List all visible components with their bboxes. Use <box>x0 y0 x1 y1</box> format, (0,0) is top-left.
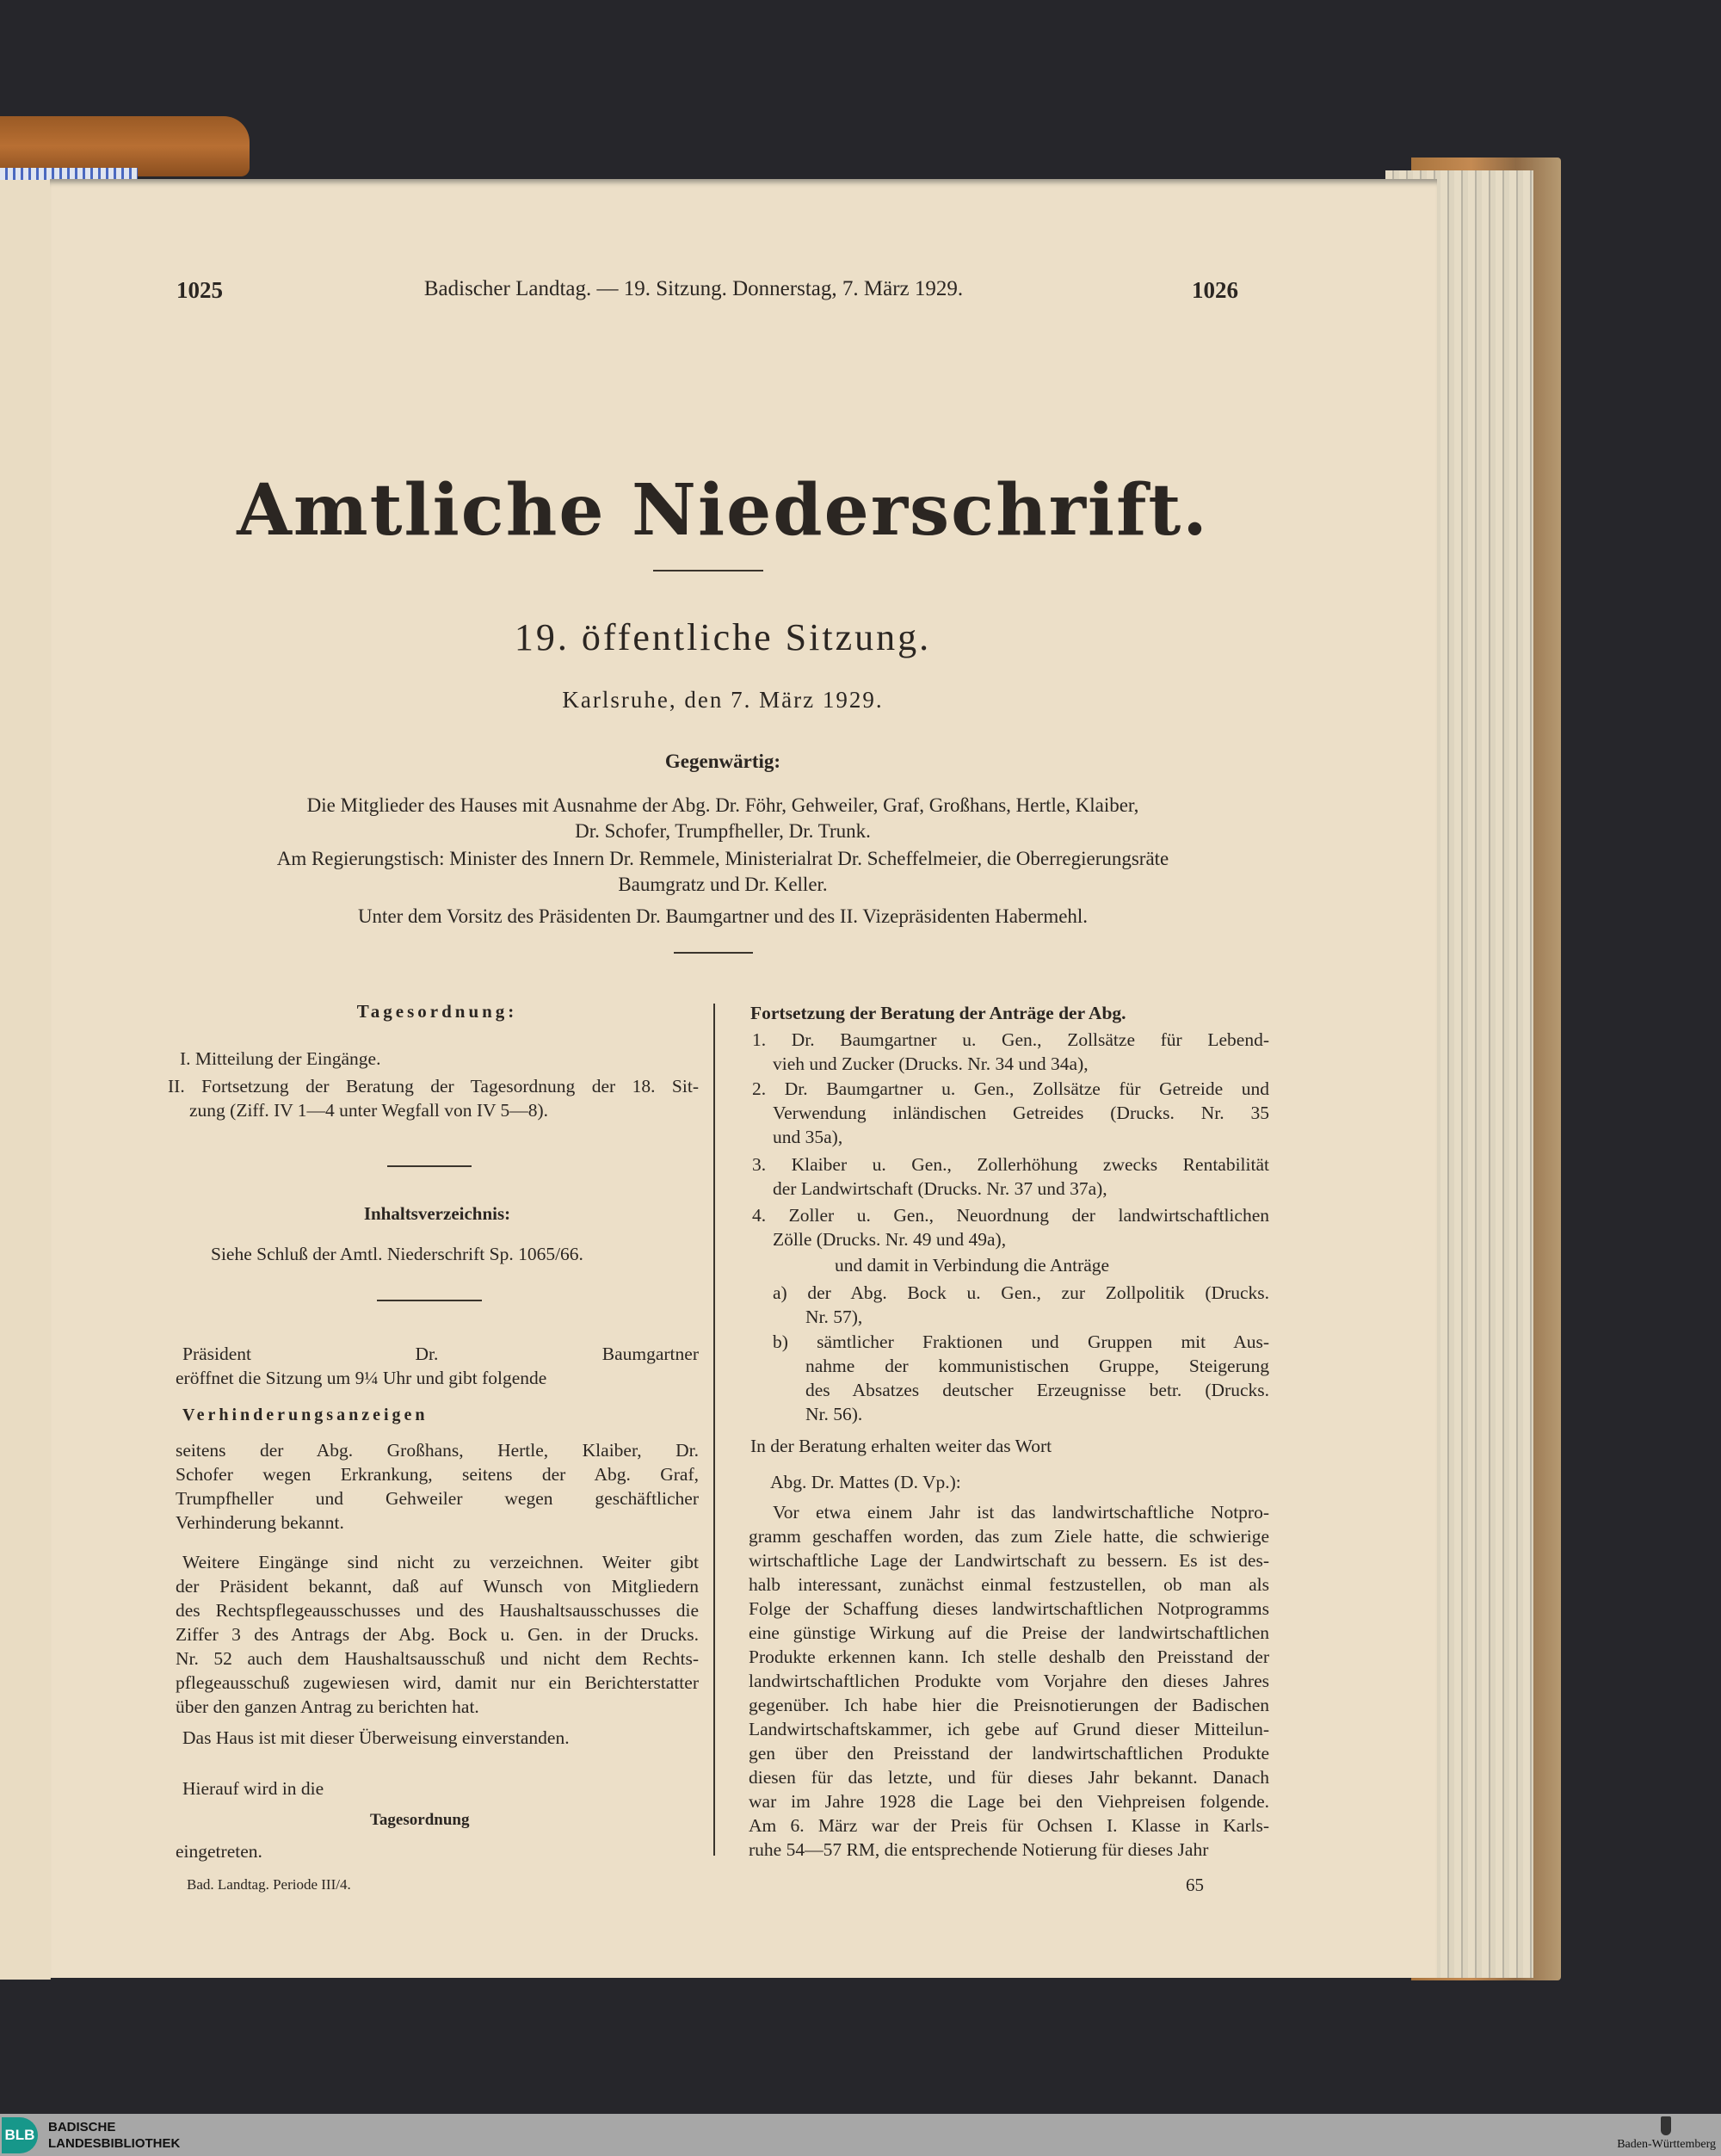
present-heading: Gegenwärtig: <box>664 751 781 772</box>
text-line: 4. Zoller u. Gen., Neuordnung der landwirtschaftlichen <box>752 1205 1269 1226</box>
library-name-line2: LANDESBIBLIOTHEK <box>48 2136 181 2151</box>
text-line: des Absatzes deutscher Erzeugnisse betr. (Drucks. <box>805 1380 1269 1400</box>
text-line: Weitere Eingänge sind nicht zu verzeichnen. Weiter gibt <box>182 1552 699 1572</box>
text-line: Präsident Dr. Baumgartner <box>182 1344 699 1364</box>
blb-logo: BLB <box>2 2117 38 2153</box>
text-line: landwirtschaftlichen Produkte vom Vorjahre den dieses Jahres <box>749 1671 1269 1691</box>
divider-rule <box>387 1165 472 1167</box>
text-line: Ziffer 3 des Antrags der Abg. Bock u. Gen. in der Drucks. <box>176 1624 699 1645</box>
footer-left: Bad. Landtag. Periode III/4. <box>187 1876 351 1893</box>
text-line: halb interessant, zunächst einmal festzustellen, ob man als <box>749 1574 1269 1595</box>
text-line: Nr. 56). <box>805 1404 863 1424</box>
speech-paragraph <box>749 1500 1269 1862</box>
text-line: Nr. 57), <box>805 1307 863 1327</box>
column-divider <box>713 1004 715 1856</box>
absence-paragraph <box>176 1438 699 1535</box>
entered-paragraph <box>176 1839 692 1863</box>
text-line: gegenüber. Ich habe hier die Preisnotierungen der Badischen <box>749 1695 1269 1715</box>
text-line: des Rechtspflegeausschusses und des Haushaltsausschusses die <box>176 1600 699 1621</box>
text-line: Nr. 52 auch dem Haushaltsausschuß und nicht dem Rechts- <box>176 1648 699 1669</box>
text-line: vieh und Zucker (Drucks. Nr. 34 und 34a), <box>773 1053 1089 1074</box>
text-line: Landwirtschaftskammer, ich gebe auf Grund dieser Mitteilun- <box>749 1719 1269 1739</box>
motion-item-1 <box>752 1028 1269 1076</box>
state-label: Baden-Württemberg <box>1617 2138 1716 2151</box>
text-line: Zölle (Drucks. Nr. 49 und 49a), <box>773 1229 1007 1250</box>
text-line: wirtschaftliche Lage der Landwirtschaft zu bessern. Es ist des- <box>749 1550 1269 1571</box>
government-bench-cont: Baumgratz und Dr. Keller. <box>618 874 828 895</box>
text-line: 2. Dr. Baumgartner u. Gen., Zollsätze für Getreide und <box>752 1078 1269 1099</box>
facing-page-edge <box>0 176 51 1980</box>
place-date: Karlsruhe, den 7. März 1929. <box>562 687 884 713</box>
agenda-item-2 <box>168 1074 699 1122</box>
hereupon-paragraph <box>182 1776 699 1801</box>
headband <box>0 168 138 180</box>
text-line: eine günstige Wirkung auf die Preise der landwirtschaftlichen <box>749 1622 1269 1643</box>
motion-item-4 <box>752 1203 1269 1251</box>
president-opening <box>176 1342 699 1390</box>
text-line: eingetreten. <box>176 1841 262 1862</box>
debate-line <box>750 1434 1267 1458</box>
text-line: eröffnet die Sitzung um 9¼ Uhr und gibt folgende <box>176 1368 547 1388</box>
speaker-line <box>770 1470 1269 1494</box>
text-line: Verwendung inländischen Getreides (Drucks. Nr. 35 <box>773 1103 1269 1123</box>
motion-item-b <box>773 1330 1269 1426</box>
agreement-paragraph <box>182 1726 699 1750</box>
text-line: Produkte erkennen kann. Ich stelle deshalb den Preisstand der <box>749 1646 1269 1667</box>
absence-heading: Verhinderungsanzeigen <box>182 1405 429 1424</box>
text-line: II. Fortsetzung der Beratung der Tagesordnung der 18. Sit- <box>168 1076 699 1097</box>
left-column-number: 1025 <box>176 277 223 303</box>
agenda-item-1 <box>180 1047 541 1071</box>
text-line: und damit in Verbindung die Anträge <box>835 1255 1110 1276</box>
running-title: Badischer Landtag. — 19. Sitzung. Donnerstag, 7. März 1929. <box>423 277 964 300</box>
text-line: gramm geschaffen worden, das zum Ziele hatte, die schwierige <box>749 1526 1269 1547</box>
sheet-number: 65 <box>1186 1875 1204 1895</box>
text-line: Vor etwa einem Jahr ist das landwirtschaftliche Notpro- <box>773 1502 1269 1523</box>
toc-heading: Inhaltsverzeichnis: <box>363 1203 511 1224</box>
text-line: der Präsident bekannt, daß auf Wunsch von Mitgliedern <box>176 1576 699 1597</box>
text-line: Trumpfheller und Gehweiler wegen geschäftlicher <box>176 1488 699 1509</box>
text-line: pflegeausschuß zugewiesen wird, damit nur ein Berichterstatter <box>176 1672 699 1693</box>
right-column-number: 1026 <box>1192 277 1238 303</box>
continuation-heading <box>750 1001 1232 1025</box>
session-title: 19. öffentliche Sitzung. <box>514 616 932 658</box>
chair-line: Unter dem Vorsitz des Präsidenten Dr. Baumgartner und des II. Vizepräsidenten Habermehl. <box>357 905 1089 927</box>
text-line: gen über den Preisstand der landwirtschaftlichen Produkte <box>749 1743 1269 1764</box>
text-line: Folge der Schaffung dieses landwirtschaftlichen Notprogramms <box>749 1598 1269 1619</box>
text-line: der Landwirtschaft (Drucks. Nr. 37 und 37a), <box>773 1178 1107 1199</box>
text-line: zung (Ziff. IV 1—4 unter Wegfall von IV 5—8). <box>189 1100 549 1121</box>
text-line: Hierauf wird in die <box>182 1778 324 1799</box>
connection-text <box>835 1253 1166 1277</box>
text-line: seitens der Abg. Großhans, Hertle, Klaiber, Dr. <box>176 1440 699 1461</box>
library-footer-bar <box>0 2114 1721 2156</box>
motion-item-3 <box>752 1152 1269 1201</box>
toc-text <box>211 1242 693 1266</box>
text-line: ruhe 54—57 RM, die entsprechende Notierung für dieses Jahr <box>749 1839 1209 1860</box>
text-line: diesen für das letzte, und für dieses Jahr bekannt. Danach <box>749 1767 1269 1788</box>
text-line: Siehe Schluß der Amtl. Niederschrift Sp. 1065/66. <box>211 1244 583 1264</box>
text-line: Das Haus ist mit dieser Überweisung einverstanden. <box>182 1727 570 1748</box>
text-line: nahme der kommunistischen Gruppe, Steigerung <box>805 1356 1269 1376</box>
present-members: Die Mitglieder des Hauses mit Ausnahme der Abg. Dr. Föhr, Gehweiler, Graf, Großhans, Hertle, Klaiber, <box>306 794 1139 816</box>
divider-rule <box>674 952 753 954</box>
text-line: über den ganzen Antrag zu berichten hat. <box>176 1696 479 1717</box>
motion-item-a <box>773 1281 1269 1329</box>
library-name-line1: BADISCHE <box>48 2120 116 2134</box>
present-members-cont: Dr. Schofer, Trumpfheller, Dr. Trunk. <box>575 820 871 842</box>
text-line: Abg. Dr. Mattes (D. Vp.): <box>770 1472 961 1492</box>
coat-of-arms-icon <box>1661 2116 1671 2135</box>
text-line: Verhinderung bekannt. <box>176 1512 344 1533</box>
text-line: Schofer wegen Erkrankung, seitens der Abg. Graf, <box>176 1464 699 1485</box>
text-line: b) sämtlicher Fraktionen und Gruppen mit Aus- <box>773 1331 1269 1352</box>
text-line: 3. Klaiber u. Gen., Zollerhöhung zwecks Rentabilität <box>752 1154 1269 1175</box>
text-line: I. Mitteilung der Eingänge. <box>180 1048 381 1069</box>
motion-item-2 <box>752 1077 1269 1149</box>
agenda-heading: Tagesordnung: <box>356 1001 518 1022</box>
government-bench: Am Regierungstisch: Minister des Innern Dr. Remmele, Ministerialrat Dr. Scheffelmeier, die Oberregierungsräte <box>276 848 1169 869</box>
divider-rule <box>377 1300 482 1301</box>
agenda-word: Tagesordnung <box>370 1811 470 1829</box>
text-line: a) der Abg. Bock u. Gen., zur Zollpolitik (Drucks. <box>773 1282 1269 1303</box>
text-line: Fortsetzung der Beratung der Anträge der Abg. <box>750 1003 1126 1023</box>
text-line: Am 6. März war der Preis für Ochsen I. Klasse in Karls- <box>749 1815 1269 1836</box>
document-title: Amtliche Niederschrift. <box>237 469 1209 552</box>
text-line: war im Jahre 1928 die Lage bei den Viehpreisen folgende. <box>749 1791 1269 1812</box>
further-paragraph <box>176 1550 699 1719</box>
text-line: In der Beratung erhalten weiter das Wort <box>750 1436 1052 1456</box>
divider-rule <box>653 570 763 571</box>
text-line: und 35a), <box>773 1127 843 1147</box>
text-line: 1. Dr. Baumgartner u. Gen., Zollsätze für Lebend- <box>752 1029 1269 1050</box>
